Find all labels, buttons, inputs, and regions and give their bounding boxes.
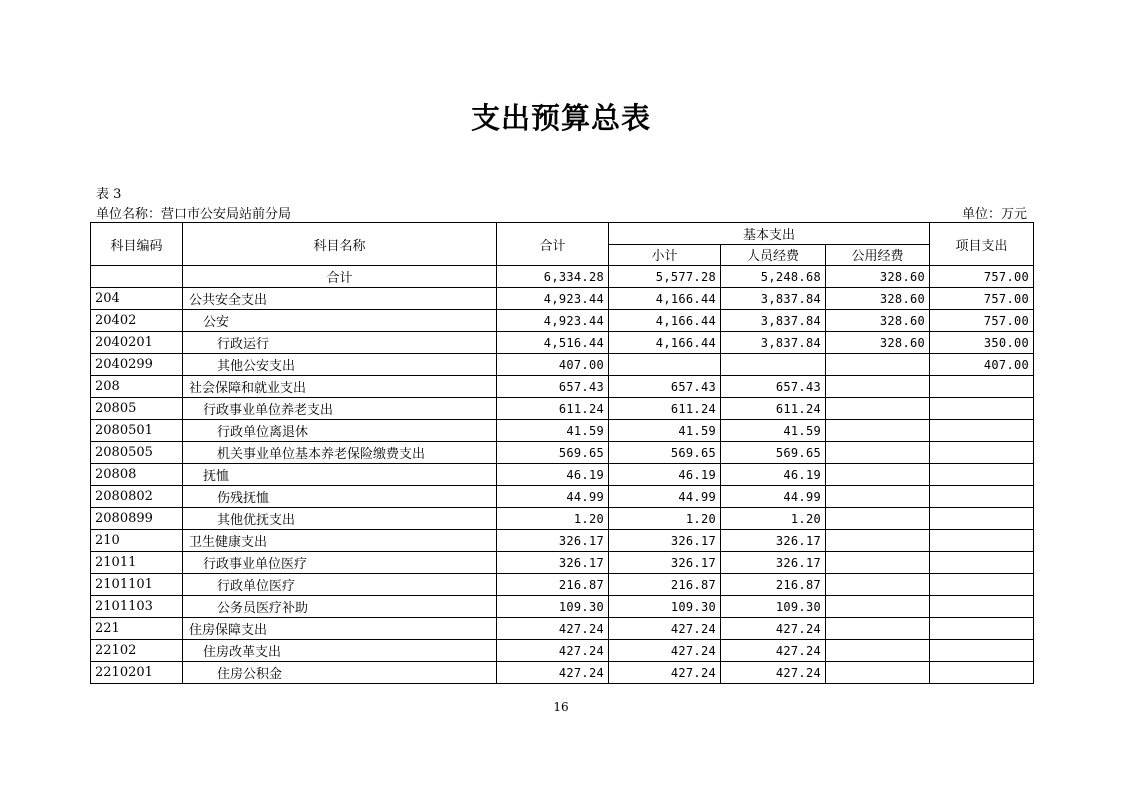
personnel-cell: 46.19 <box>721 464 826 486</box>
total-row <box>91 266 1034 288</box>
subtotal-cell: 427.24 <box>609 640 721 662</box>
subtotal-cell: 1.20 <box>609 508 721 530</box>
code-cell: 20808 <box>91 464 183 486</box>
total-label: 合计 <box>183 266 497 288</box>
header-code: 科目编码 <box>91 223 183 266</box>
code-cell: 221 <box>91 618 183 640</box>
name-cell: 住房公积金 <box>183 662 497 684</box>
header-personnel: 人员经费 <box>721 244 826 266</box>
public-cell <box>826 486 930 508</box>
total-code-cell <box>91 266 183 288</box>
code-cell: 208 <box>91 376 183 398</box>
project-cell: 757.00 <box>930 288 1034 310</box>
project-cell <box>930 508 1034 530</box>
subtotal-cell: 109.30 <box>609 596 721 618</box>
table-row <box>91 464 1034 486</box>
total-total: 6,334.28 <box>497 266 609 288</box>
project-cell <box>930 530 1034 552</box>
public-cell <box>826 530 930 552</box>
personnel-cell: 44.99 <box>721 486 826 508</box>
header-project: 项目支出 <box>930 223 1034 266</box>
code-cell: 21011 <box>91 552 183 574</box>
public-cell <box>826 420 930 442</box>
page-number: 16 <box>553 700 569 714</box>
name-cell: 公安 <box>183 310 497 332</box>
budget-table <box>90 222 1034 684</box>
personnel-cell: 326.17 <box>721 552 826 574</box>
table-row <box>91 354 1034 376</box>
table-row <box>91 530 1034 552</box>
name-cell: 行政运行 <box>183 332 497 354</box>
public-cell: 328.60 <box>826 332 930 354</box>
total-cell: 427.24 <box>497 662 609 684</box>
code-cell: 2080899 <box>91 508 183 530</box>
subtotal-cell: 44.99 <box>609 486 721 508</box>
public-cell <box>826 354 930 376</box>
table-row <box>91 640 1034 662</box>
table-row <box>91 574 1034 596</box>
personnel-cell: 427.24 <box>721 618 826 640</box>
page-title: 支出预算总表 <box>470 101 651 135</box>
total-personnel: 5,248.68 <box>721 266 826 288</box>
subtotal-cell: 216.87 <box>609 574 721 596</box>
name-cell: 行政单位离退休 <box>183 420 497 442</box>
name-cell: 行政事业单位医疗 <box>183 552 497 574</box>
project-cell: 350.00 <box>930 332 1034 354</box>
subtotal-cell: 326.17 <box>609 530 721 552</box>
header-basic: 基本支出 <box>609 223 930 245</box>
unit-name: 单位名称：营口市公安局站前分局 <box>96 207 292 222</box>
table-row <box>91 618 1034 640</box>
public-cell <box>826 596 930 618</box>
personnel-cell: 41.59 <box>721 420 826 442</box>
subtotal-cell: 326.17 <box>609 552 721 574</box>
personnel-cell: 1.20 <box>721 508 826 530</box>
total-cell: 326.17 <box>497 552 609 574</box>
subtotal-cell: 611.24 <box>609 398 721 420</box>
project-cell <box>930 376 1034 398</box>
project-cell <box>930 442 1034 464</box>
public-cell <box>826 640 930 662</box>
name-cell: 伤残抚恤 <box>183 486 497 508</box>
header-public: 公用经费 <box>826 244 930 266</box>
project-cell: 757.00 <box>930 310 1034 332</box>
name-cell: 机关事业单位基本养老保险缴费支出 <box>183 442 497 464</box>
table-row <box>91 398 1034 420</box>
total-cell: 427.24 <box>497 640 609 662</box>
header-subtotal: 小计 <box>609 244 721 266</box>
table-row <box>91 442 1034 464</box>
total-cell: 569.65 <box>497 442 609 464</box>
table-number: 表 3 <box>96 187 122 202</box>
header-row-1 <box>91 223 1034 245</box>
name-cell: 行政事业单位养老支出 <box>183 398 497 420</box>
subtotal-cell: 4,166.44 <box>609 288 721 310</box>
project-cell <box>930 486 1034 508</box>
header-name: 科目名称 <box>183 223 497 266</box>
subtotal-cell <box>609 354 721 376</box>
subtotal-cell: 427.24 <box>609 618 721 640</box>
total-cell: 46.19 <box>497 464 609 486</box>
personnel-cell: 3,837.84 <box>721 288 826 310</box>
public-cell <box>826 618 930 640</box>
code-cell: 20402 <box>91 310 183 332</box>
subtotal-cell: 657.43 <box>609 376 721 398</box>
public-cell <box>826 398 930 420</box>
name-cell: 行政单位医疗 <box>183 574 497 596</box>
code-cell: 2080505 <box>91 442 183 464</box>
project-cell <box>930 640 1034 662</box>
project-cell: 407.00 <box>930 354 1034 376</box>
subtotal-cell: 4,166.44 <box>609 332 721 354</box>
project-cell <box>930 552 1034 574</box>
public-cell <box>826 464 930 486</box>
personnel-cell: 611.24 <box>721 398 826 420</box>
code-cell: 204 <box>91 288 183 310</box>
name-cell: 卫生健康支出 <box>183 530 497 552</box>
table-row <box>91 508 1034 530</box>
name-cell: 抚恤 <box>183 464 497 486</box>
table-row <box>91 420 1034 442</box>
total-cell: 41.59 <box>497 420 609 442</box>
personnel-cell: 427.24 <box>721 662 826 684</box>
project-cell <box>930 398 1034 420</box>
code-cell: 2080501 <box>91 420 183 442</box>
code-cell: 2040299 <box>91 354 183 376</box>
project-cell <box>930 618 1034 640</box>
subtotal-cell: 4,166.44 <box>609 310 721 332</box>
name-cell: 公务员医疗补助 <box>183 596 497 618</box>
table-row <box>91 332 1034 354</box>
name-cell: 住房改革支出 <box>183 640 497 662</box>
name-cell: 住房保障支出 <box>183 618 497 640</box>
table-row <box>91 662 1034 684</box>
personnel-cell: 657.43 <box>721 376 826 398</box>
code-cell: 22102 <box>91 640 183 662</box>
code-cell: 2210201 <box>91 662 183 684</box>
table-row <box>91 288 1034 310</box>
personnel-cell: 3,837.84 <box>721 332 826 354</box>
personnel-cell <box>721 354 826 376</box>
name-cell: 社会保障和就业支出 <box>183 376 497 398</box>
table-row <box>91 552 1034 574</box>
code-cell: 2101103 <box>91 596 183 618</box>
total-cell: 44.99 <box>497 486 609 508</box>
subtotal-cell: 46.19 <box>609 464 721 486</box>
code-cell: 2080802 <box>91 486 183 508</box>
table-row <box>91 596 1034 618</box>
name-cell: 公共安全支出 <box>183 288 497 310</box>
total-cell: 1.20 <box>497 508 609 530</box>
total-cell: 4,923.44 <box>497 310 609 332</box>
personnel-cell: 216.87 <box>721 574 826 596</box>
public-cell <box>826 552 930 574</box>
project-cell <box>930 464 1034 486</box>
name-cell: 其他优抚支出 <box>183 508 497 530</box>
name-cell: 其他公安支出 <box>183 354 497 376</box>
table-row <box>91 376 1034 398</box>
public-cell <box>826 574 930 596</box>
header-total: 合计 <box>497 223 609 266</box>
code-cell: 210 <box>91 530 183 552</box>
public-cell <box>826 508 930 530</box>
public-cell <box>826 662 930 684</box>
personnel-cell: 3,837.84 <box>721 310 826 332</box>
personnel-cell: 569.65 <box>721 442 826 464</box>
public-cell <box>826 376 930 398</box>
public-cell: 328.60 <box>826 310 930 332</box>
public-cell: 328.60 <box>826 288 930 310</box>
code-cell: 2040201 <box>91 332 183 354</box>
project-cell <box>930 662 1034 684</box>
personnel-cell: 427.24 <box>721 640 826 662</box>
table-row <box>91 486 1034 508</box>
personnel-cell: 326.17 <box>721 530 826 552</box>
subtotal-cell: 41.59 <box>609 420 721 442</box>
subtotal-cell: 427.24 <box>609 662 721 684</box>
total-cell: 4,516.44 <box>497 332 609 354</box>
total-cell: 611.24 <box>497 398 609 420</box>
total-cell: 216.87 <box>497 574 609 596</box>
total-cell: 407.00 <box>497 354 609 376</box>
table-row <box>91 310 1034 332</box>
personnel-cell: 109.30 <box>721 596 826 618</box>
total-cell: 4,923.44 <box>497 288 609 310</box>
total-public: 328.60 <box>826 266 930 288</box>
code-cell: 2101101 <box>91 574 183 596</box>
total-subtotal: 5,577.28 <box>609 266 721 288</box>
total-cell: 657.43 <box>497 376 609 398</box>
project-cell <box>930 420 1034 442</box>
project-cell <box>930 596 1034 618</box>
total-cell: 326.17 <box>497 530 609 552</box>
subtotal-cell: 569.65 <box>609 442 721 464</box>
code-cell: 20805 <box>91 398 183 420</box>
currency-unit: 单位：万元 <box>961 207 1027 222</box>
total-cell: 109.30 <box>497 596 609 618</box>
total-cell: 427.24 <box>497 618 609 640</box>
total-project: 757.00 <box>930 266 1034 288</box>
project-cell <box>930 574 1034 596</box>
public-cell <box>826 442 930 464</box>
